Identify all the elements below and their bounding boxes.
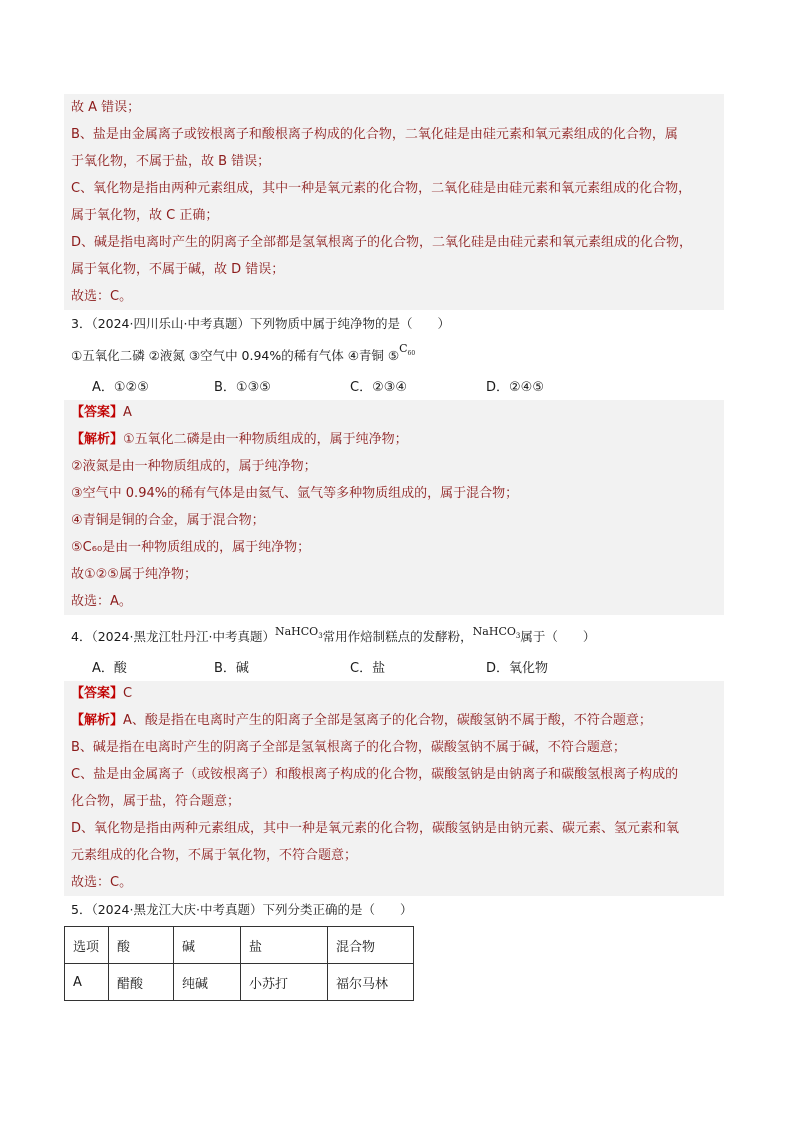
answer-line bbox=[64, 400, 724, 426]
solution-line: 故 A 错误； bbox=[71, 100, 141, 115]
solution-block-q2 bbox=[64, 94, 724, 310]
solution-line: B、盐是由金属离子或铵根离子和酸根离子构成的化合物，二氧化硅是由硅元素和氧元素组成的化合物，属 bbox=[71, 127, 678, 142]
analysis-line: 化合物，属于盐，符合题意； bbox=[71, 794, 241, 809]
analysis-line: 元素组成的化合物，不属于氧化物，不符合题意； bbox=[71, 848, 358, 863]
option-c: C．②③④ bbox=[350, 380, 408, 395]
solution-line: 故选：C。 bbox=[71, 289, 133, 304]
question-3-stem: 3．（2024·四川乐山·中考真题）下列物质中属于纯净物的是（ ） bbox=[71, 316, 450, 331]
table-header-cell: 选项 bbox=[65, 927, 109, 964]
analysis-line: 故①②⑤属于纯净物； bbox=[71, 567, 197, 582]
solution-line: C、氧化物是指由两种元素组成，其中一种是氧元素的化合物，二氧化硅是由硅元素和氧元素组成的化合物， bbox=[71, 181, 692, 196]
option-d: D．②④⑤ bbox=[486, 380, 544, 395]
analysis-line: ②液氮是由一种物质组成的，属于纯净物； bbox=[71, 459, 317, 474]
question-5-stem: 5．（2024·黑龙江大庆·中考真题）下列分类正确的是（ ） bbox=[71, 902, 413, 917]
answer-tag: 【答案】 bbox=[71, 686, 124, 701]
analysis-line: ③空气中 0.94%的稀有气体是由氦气、氩气等多种物质组成的，属于混合物； bbox=[71, 486, 519, 501]
analysis-line: B、碱是指在电离时产生的阴离子全部是氢氧根离子的化合物，碳酸氢钠不属于碱，不符合题意； bbox=[71, 740, 626, 755]
solution-line: 于氧化物，不属于盐，故 B 错误； bbox=[71, 154, 271, 169]
option-b: B．①③⑤ bbox=[214, 380, 271, 395]
table-cell: 醋酸 bbox=[109, 964, 174, 1001]
table-header-row bbox=[65, 927, 414, 964]
answer-line bbox=[64, 681, 724, 707]
nahco3-formula: NaHCO$_3$ bbox=[274, 625, 323, 641]
solution-line: 属于氧化物，故 C 正确； bbox=[71, 208, 219, 223]
answer-tag: 【答案】 bbox=[71, 405, 124, 420]
table-cell: 小苏打 bbox=[241, 964, 328, 1001]
analysis-line: C、盐是由金属离子（或铵根离子）和酸根离子构成的化合物，碳酸氢钠是由钠离子和碳酸氢根离子构成的 bbox=[71, 767, 679, 782]
table-header-cell: 酸 bbox=[109, 927, 174, 964]
table-header-cell: 混合物 bbox=[328, 927, 414, 964]
option-b: B．碱 bbox=[214, 661, 249, 676]
analysis-line: 故选：A。 bbox=[71, 594, 132, 609]
classification-table bbox=[64, 926, 414, 1001]
table-cell: 纯碱 bbox=[174, 964, 241, 1001]
solution-block-q4 bbox=[64, 681, 724, 896]
table-row bbox=[65, 964, 414, 1001]
option-c: C．盐 bbox=[350, 661, 386, 676]
table-header-cell: 碱 bbox=[174, 927, 241, 964]
nahco3-formula: NaHCO$_3$ bbox=[472, 625, 521, 641]
answer-value: A bbox=[123, 405, 132, 420]
solution-line: D、碱是指电离时产生的阴离子全部都是氢氧根离子的化合物，二氧化硅是由硅元素和氧元素组成的化合物， bbox=[71, 235, 693, 250]
solution-line: 属于氧化物，不属于碱，故 D 错误； bbox=[71, 262, 285, 277]
analysis-line: 故选：C。 bbox=[71, 875, 133, 890]
option-a: A．①②⑤ bbox=[92, 380, 149, 395]
table-header-cell: 盐 bbox=[241, 927, 328, 964]
analysis-line: D、氧化物是指由两种元素组成，其中一种是氧元素的化合物，碳酸氢钠是由钠元素、碳元素、氢元素和氧 bbox=[71, 821, 680, 836]
question-4-stem: 4．（2024·黑龙江牡丹江·中考真题）NaHCO$_3$常用作焙制糕点的发酵粉，NaHCO$_3$属于（ ） bbox=[71, 625, 596, 644]
table-cell: A bbox=[65, 964, 109, 1001]
table-cell: 福尔马林 bbox=[328, 964, 414, 1001]
option-a: A．酸 bbox=[92, 661, 127, 676]
solution-block-q3 bbox=[64, 400, 724, 615]
analysis-line: 【解析】①五氧化二磷是由一种物质组成的，属于纯净物； bbox=[71, 432, 408, 447]
question-3-items-text: ①五氧化二磷 ②液氮 ③空气中 0.94%的稀有气体 ④青铜 ⑤ bbox=[71, 348, 400, 363]
c60-formula: $C_{60}$ bbox=[399, 342, 416, 358]
analysis-tag: 【解析】 bbox=[71, 713, 124, 728]
analysis-line: ⑤C₆₀是由一种物质组成的，属于纯净物； bbox=[71, 540, 311, 555]
answer-value: C bbox=[123, 686, 133, 701]
option-d: D．氧化物 bbox=[486, 661, 549, 676]
analysis-line: 【解析】A、酸是指在电离时产生的阳离子全部是氢离子的化合物，碳酸氢钠不属于酸，不符合题意； bbox=[71, 713, 652, 728]
analysis-tag: 【解析】 bbox=[71, 432, 124, 447]
analysis-line: ④青铜是铜的合金，属于混合物； bbox=[71, 513, 265, 528]
question-3-items bbox=[71, 342, 416, 365]
